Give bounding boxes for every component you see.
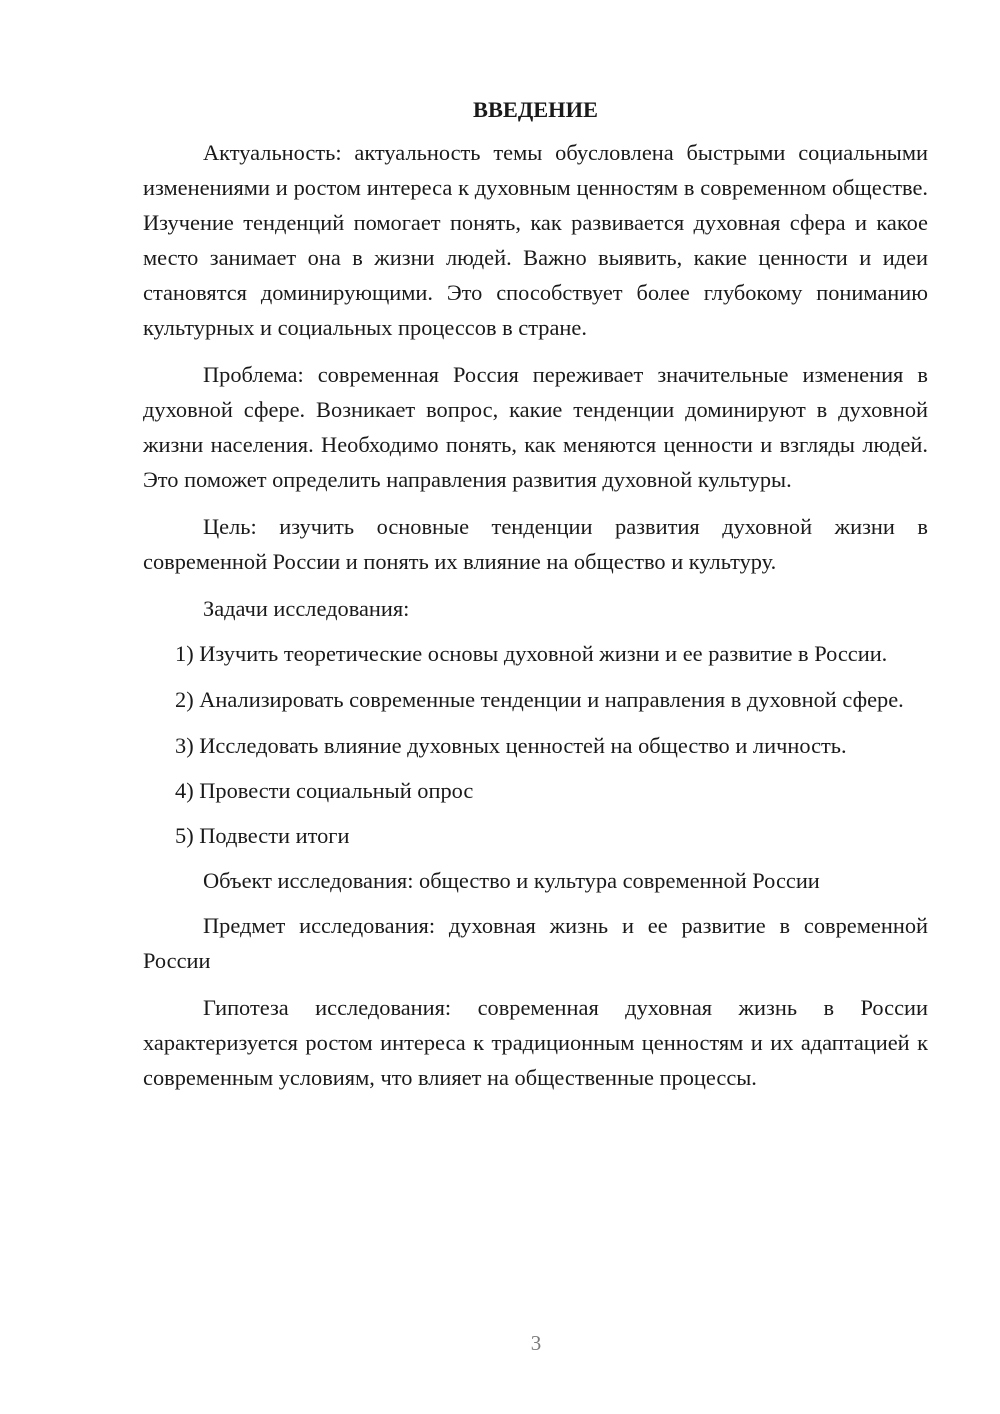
document-page	[143, 92, 928, 1106]
page-number: 3	[530, 1331, 542, 1355]
section-title: ВВЕДЕНИЕ	[473, 97, 598, 122]
subject-paragraph: Предмет исследования: духовная жизнь и ее развитие в современной России	[143, 913, 928, 973]
tasks-heading: Задачи исследования:	[203, 596, 410, 621]
task-item-4: 4) Провести социальный опрос	[175, 778, 474, 803]
relevance-paragraph: Актуальность: актуальность темы обусловлена быстрыми социальными изменениями и ростом интереса к духовным ценностям в современном обществе. Изучение тенденций помогает понять, как развивается духовная сфера и какое место занимает она в жизни людей. Важно выявить, какие ценности и идеи становятся доминирующими. Это способствует более глубокому пониманию культурных и социальных процессов в стране.	[143, 140, 928, 340]
task-item-2: 2) Анализировать современные тенденции и направления в духовной сфере.	[175, 687, 904, 712]
goal-paragraph: Цель: изучить основные тенденции развития духовной жизни в современной России и понять их влияние на общество и культуру.	[143, 514, 928, 574]
object-paragraph: Объект исследования: общество и культура современной России	[203, 868, 820, 893]
hypothesis-paragraph: Гипотеза исследования: современная духовная жизнь в России характеризуется ростом интереса к традиционным ценностям и их адаптацией к современным условиям, что влияет на общественные процессы.	[143, 995, 928, 1090]
task-item-5: 5) Подвести итоги	[175, 823, 350, 848]
task-item-1: 1) Изучить теоретические основы духовной жизни и ее развитие в России.	[175, 641, 888, 666]
problem-paragraph: Проблема: современная Россия переживает значительные изменения в духовной сфере. Возникает вопрос, какие тенденции доминируют в духовной жизни населения. Необходимо понять, как меняются ценности и взгляды людей. Это поможет определить направления развития духовной культуры.	[143, 362, 928, 492]
task-item-3: 3) Исследовать влияние духовных ценностей на общество и личность.	[175, 733, 847, 758]
